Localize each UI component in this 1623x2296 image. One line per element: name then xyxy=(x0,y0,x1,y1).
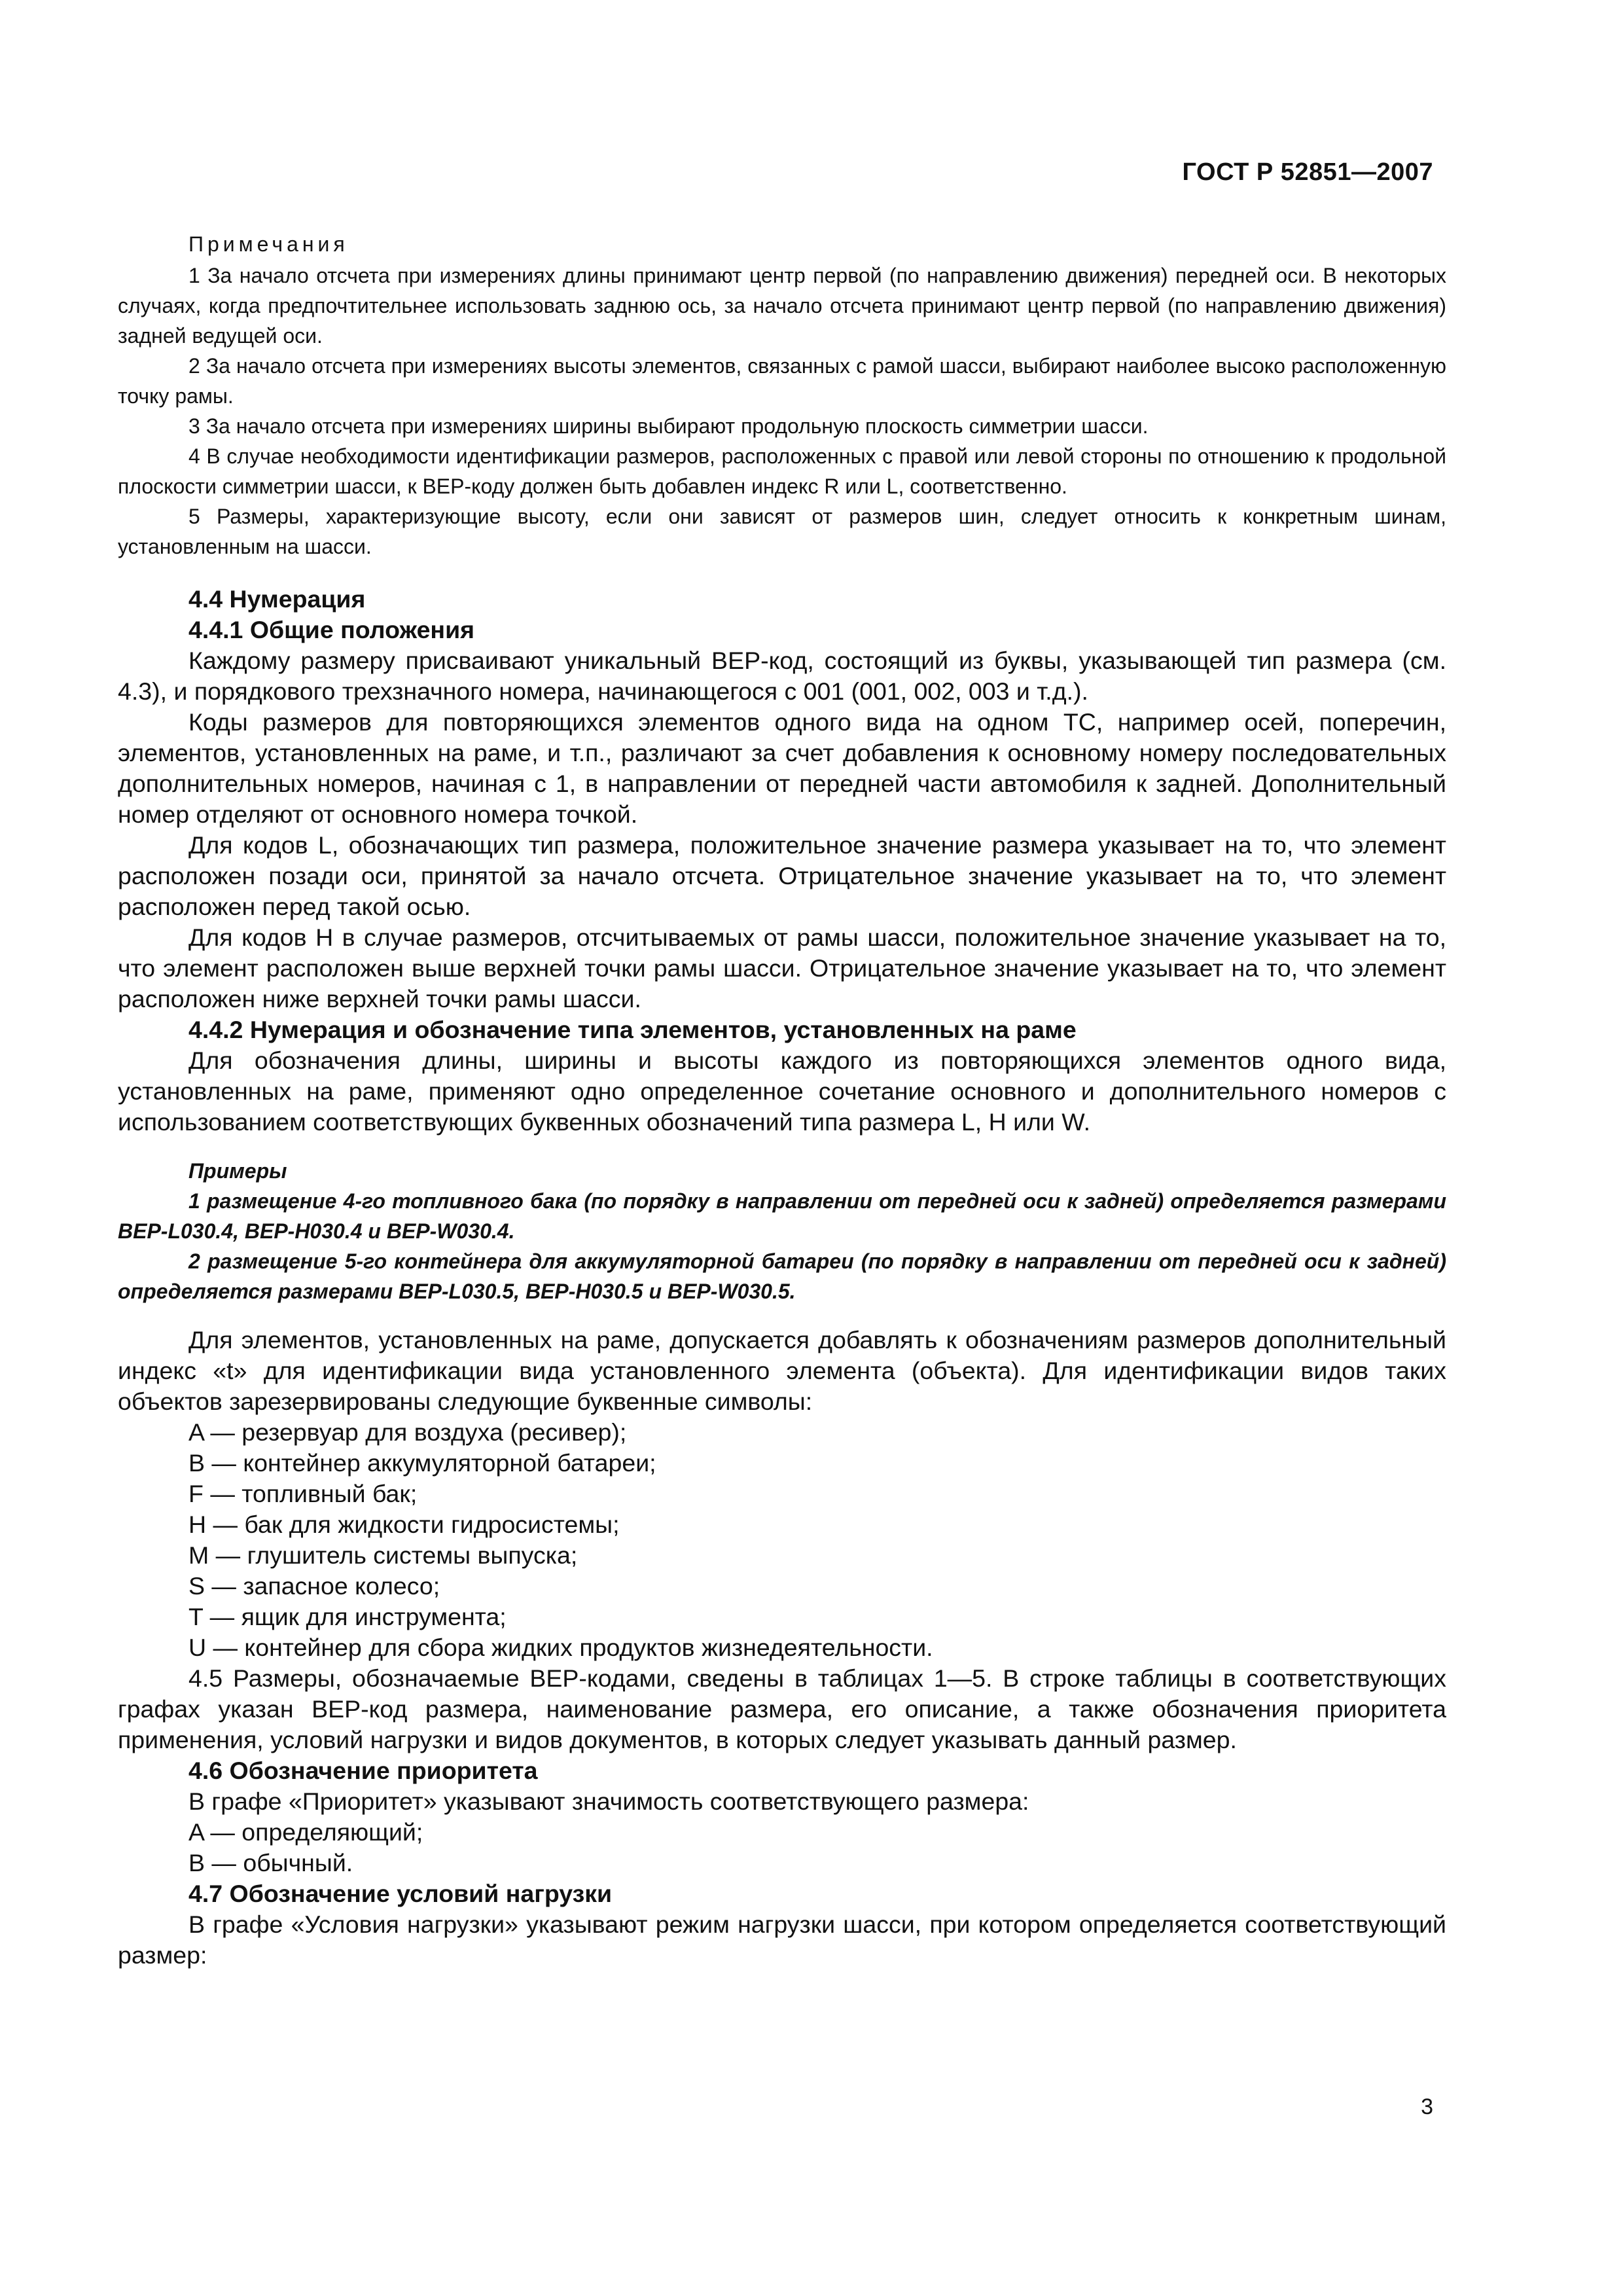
main-text xyxy=(118,584,1446,1971)
page-number: 3 xyxy=(1421,2094,1433,2119)
section-4-4-1-paragraph-1: Каждому размеру присваивают уникальный BEP-код, состоящий из буквы, указывающей тип размера (см. 4.3), и порядкового трехзначного номера, начинающегося с 001 (001, 002, 003 и т.д.). xyxy=(118,647,1446,705)
list-item: F — топливный бак; xyxy=(188,1480,418,1507)
examples-block xyxy=(118,1156,1446,1306)
section-4-4-1-paragraph-4: Для кодов H в случае размеров, отсчитываемых от рамы шасси, положительное значение указывает на то, что элемент расположен выше верхней точки рамы шасси. Отрицательное значение указывает на то, что элемент расположен ниже верхней точки рамы шасси. xyxy=(118,924,1446,1013)
example-1: 1 размещение 4-го топливного бака (по порядку в направлении от передней оси к задней) определяется размерами BEP-L030.4, BEP-H030.4 и BEP-W030.4. xyxy=(118,1189,1446,1243)
list-item: A — определяющий; xyxy=(188,1818,423,1846)
section-4-7-paragraph: В графе «Условия нагрузки» указывают режим нагрузки шасси, при котором определяется соответствующий размер: xyxy=(118,1910,1446,1969)
section-4-5-paragraph: 4.5 Размеры, обозначаемые BEP-кодами, сведены в таблицах 1—5. В строке таблицы в соответствующих графах указан BEP-код размера, наименование размера, его описание, а также обозначения приоритета применения, условий нагрузки и видов документов, в которых следует указывать данный размер. xyxy=(118,1664,1446,1753)
section-4-4-2-paragraph-1: Для обозначения длины, ширины и высоты каждого из повторяющихся элементов одного вида, установленных на раме, применяют одно определенное сочетание основного и дополнительного номеров с использованием соответствующих буквенных обозначений типа размера L, H или W. xyxy=(118,1047,1446,1136)
list-item: S — запасное колесо; xyxy=(188,1572,440,1600)
note-2: 2 За начало отсчета при измерениях высоты элементов, связанных с рамой шасси, выбирают наиболее высоко расположенную точку рамы. xyxy=(118,354,1446,408)
list-item: T — ящик для инструмента; xyxy=(188,1603,507,1630)
notes-title: Примечания xyxy=(188,232,349,256)
section-4-4-heading: 4.4 Нумерация xyxy=(188,585,366,613)
objects-intro: Для элементов, установленных на раме, допускается добавлять к обозначениям размеров дополнительный индекс «t» для идентификации вида установленного элемента (объекта). Для идентификации видов таких объектов зарезервированы следующие буквенные символы: xyxy=(118,1326,1446,1415)
notes-block xyxy=(118,229,1446,562)
list-item: B — обычный. xyxy=(188,1849,353,1876)
list-item: H — бак для жидкости гидросистемы; xyxy=(188,1511,620,1538)
section-4-4-1-heading: 4.4.1 Общие положения xyxy=(188,616,475,643)
examples-title: Примеры xyxy=(188,1159,287,1183)
note-4: 4 В случае необходимости идентификации размеров, расположенных с правой или левой стороны по отношению к продольной плоскости симметрии шасси, к BEP-коду должен быть добавлен индекс R или L, соответственно. xyxy=(118,444,1446,498)
section-4-7-heading: 4.7 Обозначение условий нагрузки xyxy=(188,1880,613,1907)
example-2: 2 размещение 5-го контейнера для аккумуляторной батареи (по порядку в направлении от передней оси к задней) определяется размерами BEP-L030.5, BEP-H030.5 и BEP-W030.5. xyxy=(118,1249,1446,1303)
document-code-header: ГОСТ Р 52851—2007 xyxy=(1182,158,1433,186)
list-item: B — контейнер аккумуляторной батареи; xyxy=(188,1449,656,1477)
list-item: U — контейнер для сбора жидких продуктов жизнедеятельности. xyxy=(188,1634,933,1661)
list-item: M — глушитель системы выпуска; xyxy=(188,1541,578,1569)
section-4-6-heading: 4.6 Обозначение приоритета xyxy=(188,1757,538,1784)
section-4-4-2-heading: 4.4.2 Нумерация и обозначение типа элементов, установленных на раме xyxy=(188,1016,1077,1043)
section-4-6-paragraph: В графе «Приоритет» указывают значимость соответствующего размера: xyxy=(188,1787,1029,1815)
note-3: 3 За начало отсчета при измерениях ширины выбирают продольную плоскость симметрии шасси. xyxy=(188,414,1149,438)
section-4-4-1-paragraph-3: Для кодов L, обозначающих тип размера, положительное значение размера указывает на то, что элемент расположен позади оси, принятой за начало отсчета. Отрицательное значение указывает на то, что элемент расположен перед такой осью. xyxy=(118,831,1446,920)
note-5: 5 Размеры, характеризующие высоту, если они зависят от размеров шин, следует относить к конкретным шинам, установленным на шасси. xyxy=(118,505,1446,558)
list-item: A — резервуар для воздуха (ресивер); xyxy=(188,1418,627,1446)
page-content xyxy=(118,229,1446,1971)
section-4-4-1-paragraph-2: Коды размеров для повторяющихся элементов одного вида на одном ТС, например осей, поперечин, элементов, установленных на раме, и т.п., различают за счет добавления к основному номеру последовательных дополнительных номеров, начиная с 1, в направлении от передней части автомобиля к задней. Дополнительный номер отделяют от основного номера точкой. xyxy=(118,708,1446,828)
note-1: 1 За начало отсчета при измерениях длины принимают центр первой (по направлению движения) передней оси. В некоторых случаях, когда предпочтительнее использовать заднюю ось, за начало отсчета принимают центр первой (по направлению движения) задней ведущей оси. xyxy=(118,264,1446,348)
object-symbols-list xyxy=(118,1417,1446,1663)
